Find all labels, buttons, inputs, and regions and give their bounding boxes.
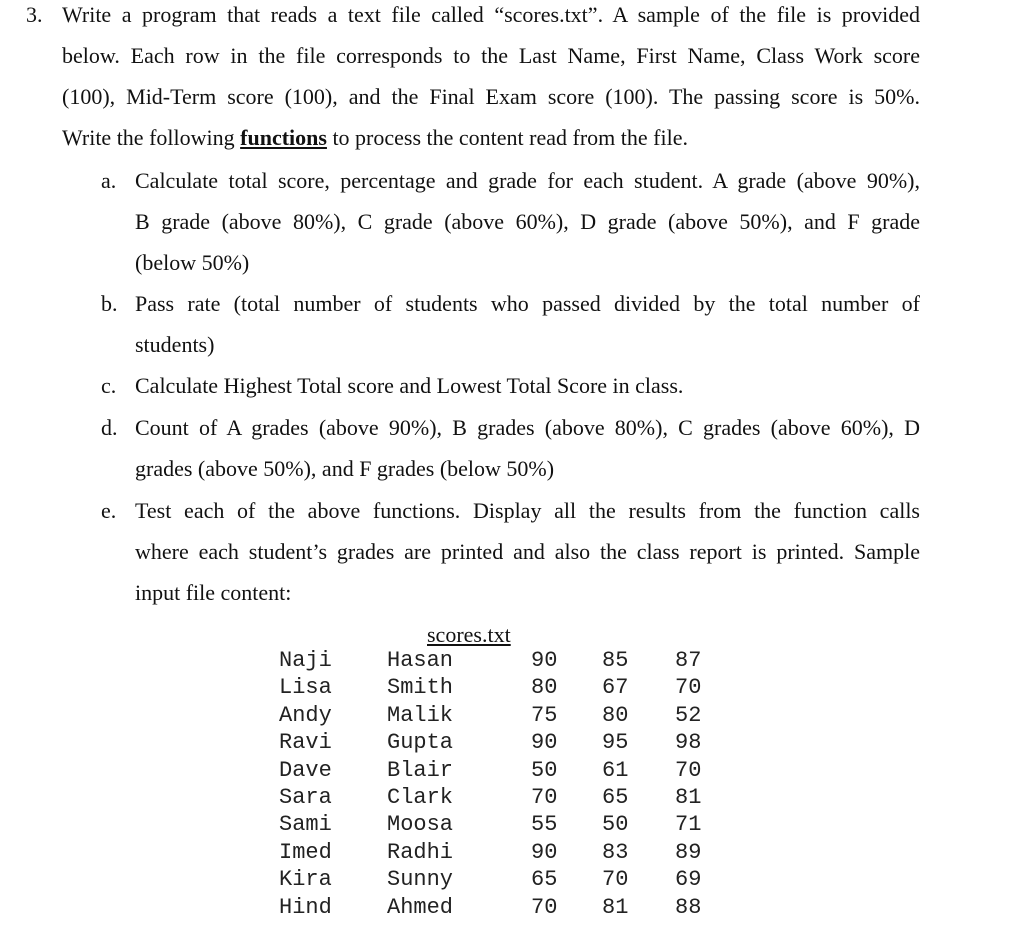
item-label-c: c. bbox=[101, 373, 117, 398]
first-name-cell: Lisa bbox=[279, 675, 332, 701]
class-work-cell: 50 bbox=[531, 757, 558, 783]
intro-line-3: (100), Mid-Term score (100), and the Final Exam score (100). The passing score is 50%. bbox=[62, 84, 920, 109]
last-name-cell: Gupta bbox=[387, 730, 454, 756]
item-e-line-3: input file content: bbox=[135, 580, 292, 605]
first-name-cell: Andy bbox=[279, 702, 332, 728]
final-exam-cell: 69 bbox=[675, 867, 702, 893]
last-name-cell: Radhi bbox=[387, 839, 454, 865]
mid-term-cell: 81 bbox=[602, 894, 629, 920]
last-name-cell: Sunny bbox=[387, 867, 454, 893]
first-name-cell: Sara bbox=[279, 785, 332, 810]
mid-term-cell: 80 bbox=[602, 702, 629, 728]
class-work-cell: 90 bbox=[531, 730, 558, 756]
item-label-a: a. bbox=[101, 168, 117, 193]
functions-prefix: Write the following bbox=[62, 125, 241, 150]
item-b-line-2: students) bbox=[135, 332, 215, 357]
intro-line-4 bbox=[62, 125, 688, 151]
final-exam-cell: 71 bbox=[675, 812, 702, 838]
final-exam-cell: 98 bbox=[675, 730, 702, 756]
last-name-cell: Moosa bbox=[387, 812, 454, 838]
intro-line-2: below. Each row in the file corresponds to the Last Name, First Name, Class Work score bbox=[62, 43, 920, 68]
class-work-cell: 80 bbox=[531, 675, 558, 701]
item-a-line-1: Calculate total score, percentage and grade for each student. A grade (above 90%), bbox=[135, 168, 920, 193]
class-work-cell: 75 bbox=[531, 702, 558, 728]
last-name-cell: Malik bbox=[387, 702, 454, 728]
question-number: 3. bbox=[26, 2, 43, 27]
first-name-cell: Ravi bbox=[279, 730, 332, 756]
item-label-b: b. bbox=[101, 291, 118, 316]
first-name-cell: Naji bbox=[279, 648, 332, 673]
functions-keyword: functions bbox=[240, 125, 327, 150]
mid-term-cell: 95 bbox=[602, 730, 629, 756]
mid-term-cell: 85 bbox=[602, 648, 629, 673]
item-e-line-1: Test each of the above functions. Display all the results from the function calls bbox=[135, 498, 920, 523]
class-work-cell: 90 bbox=[531, 648, 558, 673]
mid-term-cell: 67 bbox=[602, 675, 629, 701]
item-a-line-3: (below 50%) bbox=[135, 250, 250, 275]
class-work-cell: 90 bbox=[531, 839, 558, 865]
item-label-d: d. bbox=[101, 415, 118, 440]
first-name-cell: Imed bbox=[279, 839, 332, 865]
last-name-cell: Clark bbox=[387, 785, 454, 810]
item-e-line-2: where each student’s grades are printed and also the class report is printed. Sample bbox=[135, 539, 920, 564]
last-name-cell: Blair bbox=[387, 757, 454, 783]
functions-suffix: to process the content read from the file. bbox=[326, 125, 688, 150]
mid-term-cell: 61 bbox=[602, 757, 629, 783]
final-exam-cell: 89 bbox=[675, 839, 702, 865]
item-a-line-2: B grade (above 80%), C grade (above 60%), D grade (above 50%), and F grade bbox=[135, 209, 920, 234]
first-name-cell: Sami bbox=[279, 812, 332, 838]
first-name-cell: Dave bbox=[279, 757, 332, 783]
item-b-line-1: Pass rate (total number of students who passed divided by the total number of bbox=[135, 291, 920, 316]
mid-term-cell: 70 bbox=[602, 867, 629, 893]
class-work-cell: 65 bbox=[531, 867, 558, 893]
final-exam-cell: 81 bbox=[675, 785, 702, 810]
final-exam-cell: 52 bbox=[675, 702, 702, 728]
item-d-line-1: Count of A grades (above 90%), B grades (above 80%), C grades (above 60%), D bbox=[135, 415, 920, 440]
class-work-cell: 55 bbox=[531, 812, 558, 838]
final-exam-cell: 87 bbox=[675, 648, 702, 673]
item-label-e: e. bbox=[101, 498, 117, 523]
item-c-line-1: Calculate Highest Total score and Lowest Total Score in class. bbox=[135, 373, 684, 398]
mid-term-cell: 83 bbox=[602, 839, 629, 865]
class-work-cell: 70 bbox=[531, 894, 558, 920]
first-name-cell: Hind bbox=[279, 894, 332, 920]
mid-term-cell: 65 bbox=[602, 785, 629, 810]
last-name-cell: Hasan bbox=[387, 648, 454, 673]
mid-term-cell: 50 bbox=[602, 812, 629, 838]
class-work-cell: 70 bbox=[531, 785, 558, 810]
first-name-cell: Kira bbox=[279, 867, 332, 893]
scores-table-title: scores.txt bbox=[427, 622, 511, 647]
last-name-cell: Ahmed bbox=[387, 894, 454, 920]
last-name-cell: Smith bbox=[387, 675, 454, 701]
final-exam-cell: 70 bbox=[675, 675, 702, 701]
item-d-line-2: grades (above 50%), and F grades (below 50%) bbox=[135, 456, 555, 481]
intro-line-1: Write a program that reads a text file called “scores.txt”. A sample of the file is provided bbox=[62, 2, 920, 27]
final-exam-cell: 88 bbox=[675, 894, 702, 920]
final-exam-cell: 70 bbox=[675, 757, 702, 783]
